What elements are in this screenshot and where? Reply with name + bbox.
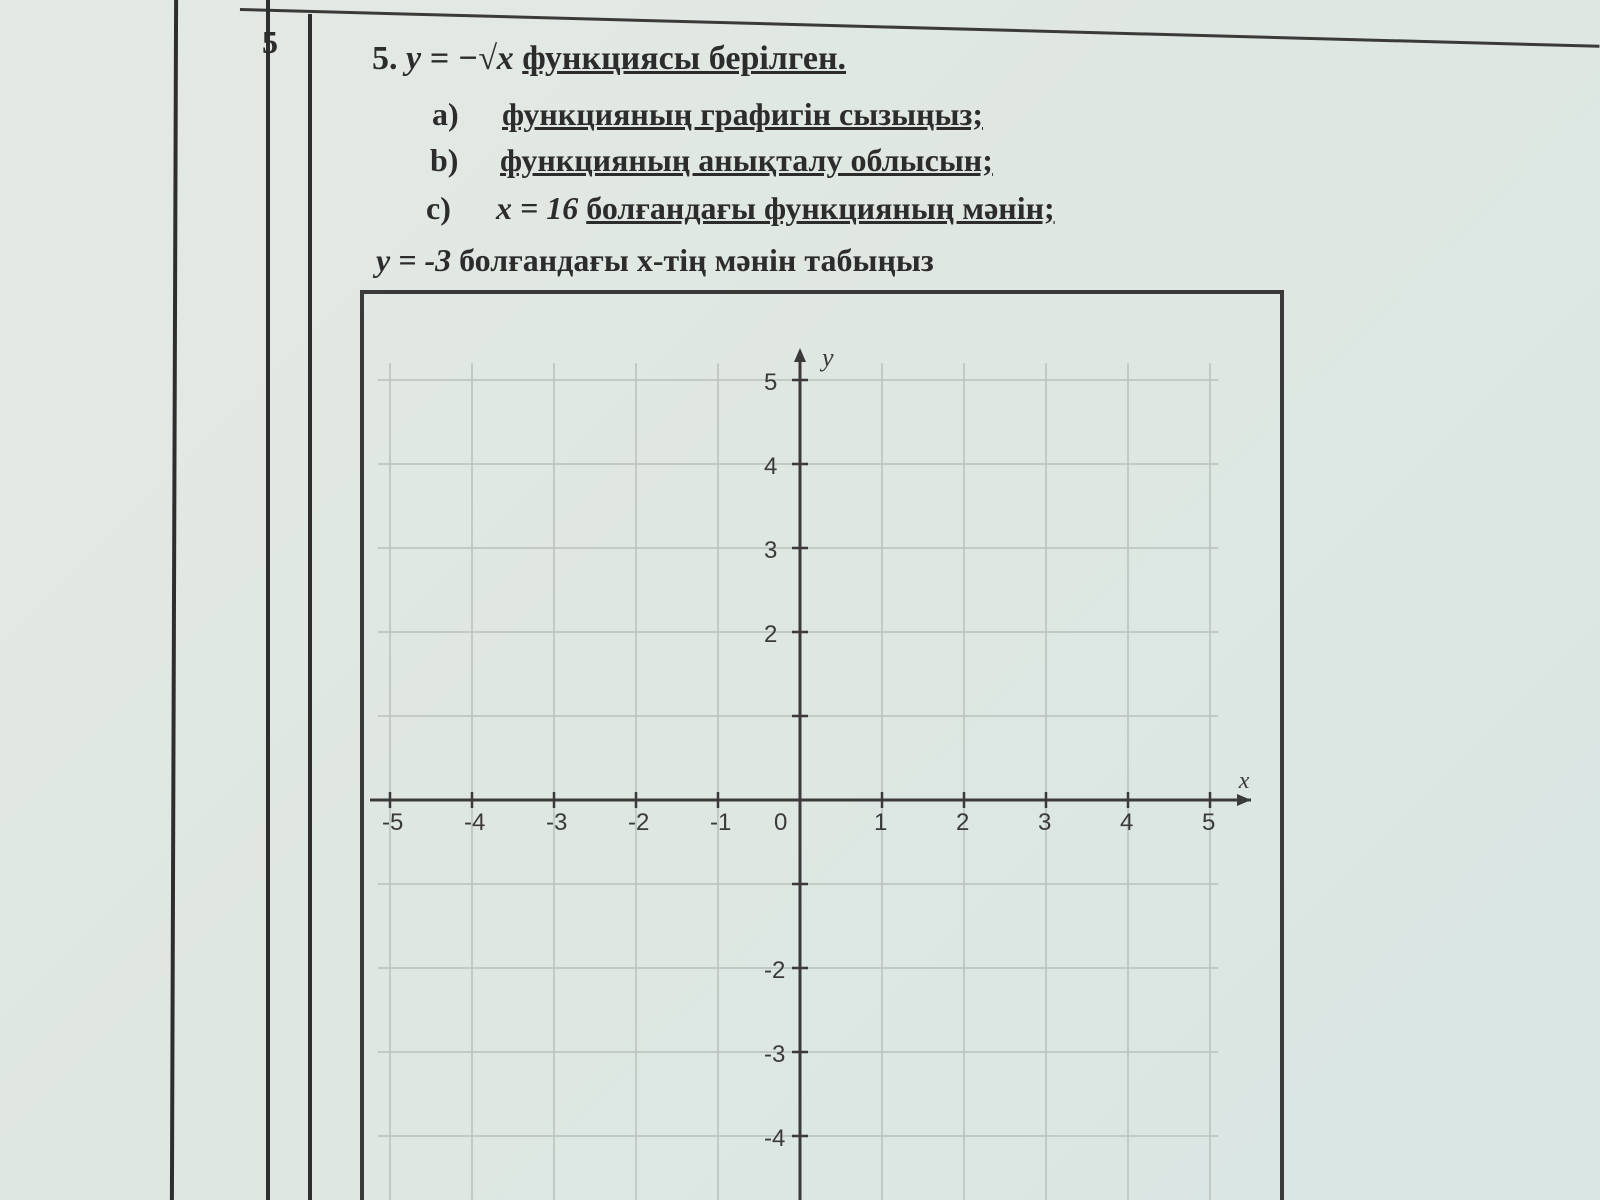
question-text: функциясы берілген. — [522, 40, 847, 77]
x-axis-label: x — [1238, 768, 1250, 794]
final-line-formula: y = -3 — [376, 242, 452, 278]
question-formula: y = −√x — [406, 40, 514, 77]
x-tick-label: -3 — [546, 809, 568, 836]
x-tick-label: -2 — [628, 809, 650, 836]
x-tick-label: 2 — [956, 809, 970, 836]
item-a-text: функцияның графигін сызыңыз; — [502, 96, 983, 132]
row-number: 5 — [262, 24, 278, 60]
final-line-text: болғандағы x-тің мәнін табыңыз — [459, 242, 934, 278]
y-tick-label: 5 — [764, 369, 778, 396]
x-tick-label: -4 — [464, 809, 486, 836]
y-tick-label: -4 — [764, 1125, 786, 1152]
y-tick-label: -3 — [764, 1041, 786, 1068]
x-tick-label: 4 — [1120, 809, 1134, 836]
y-tick-label: -2 — [764, 957, 786, 984]
x-tick-label: -5 — [382, 809, 404, 836]
x-tick-label: -1 — [710, 809, 732, 836]
item-c-label: c) — [426, 190, 451, 226]
x-tick-label: 0 — [774, 809, 788, 836]
x-tick-label: 5 — [1202, 809, 1216, 836]
item-b-text: функцияның анықталу облысын; — [500, 142, 993, 178]
question-number: 5. — [372, 40, 398, 77]
y-tick-label: 2 — [764, 621, 778, 648]
x-axis-arrow — [1237, 794, 1251, 806]
y-tick-label: 4 — [764, 453, 778, 480]
x-tick-label: 3 — [1038, 809, 1052, 836]
item-c-formula: x = 16 — [496, 190, 579, 226]
y-tick-label: 3 — [764, 537, 778, 564]
item-b-label: b) — [430, 142, 459, 178]
x-tick-label: 1 — [874, 809, 888, 836]
item-c-text: болғандағы функцияның мәнін; — [586, 190, 1055, 226]
y-axis-label: y — [822, 343, 834, 372]
graph-frame — [362, 292, 1282, 1200]
item-a-label: a) — [432, 96, 459, 132]
y-axis-arrow — [794, 348, 806, 362]
